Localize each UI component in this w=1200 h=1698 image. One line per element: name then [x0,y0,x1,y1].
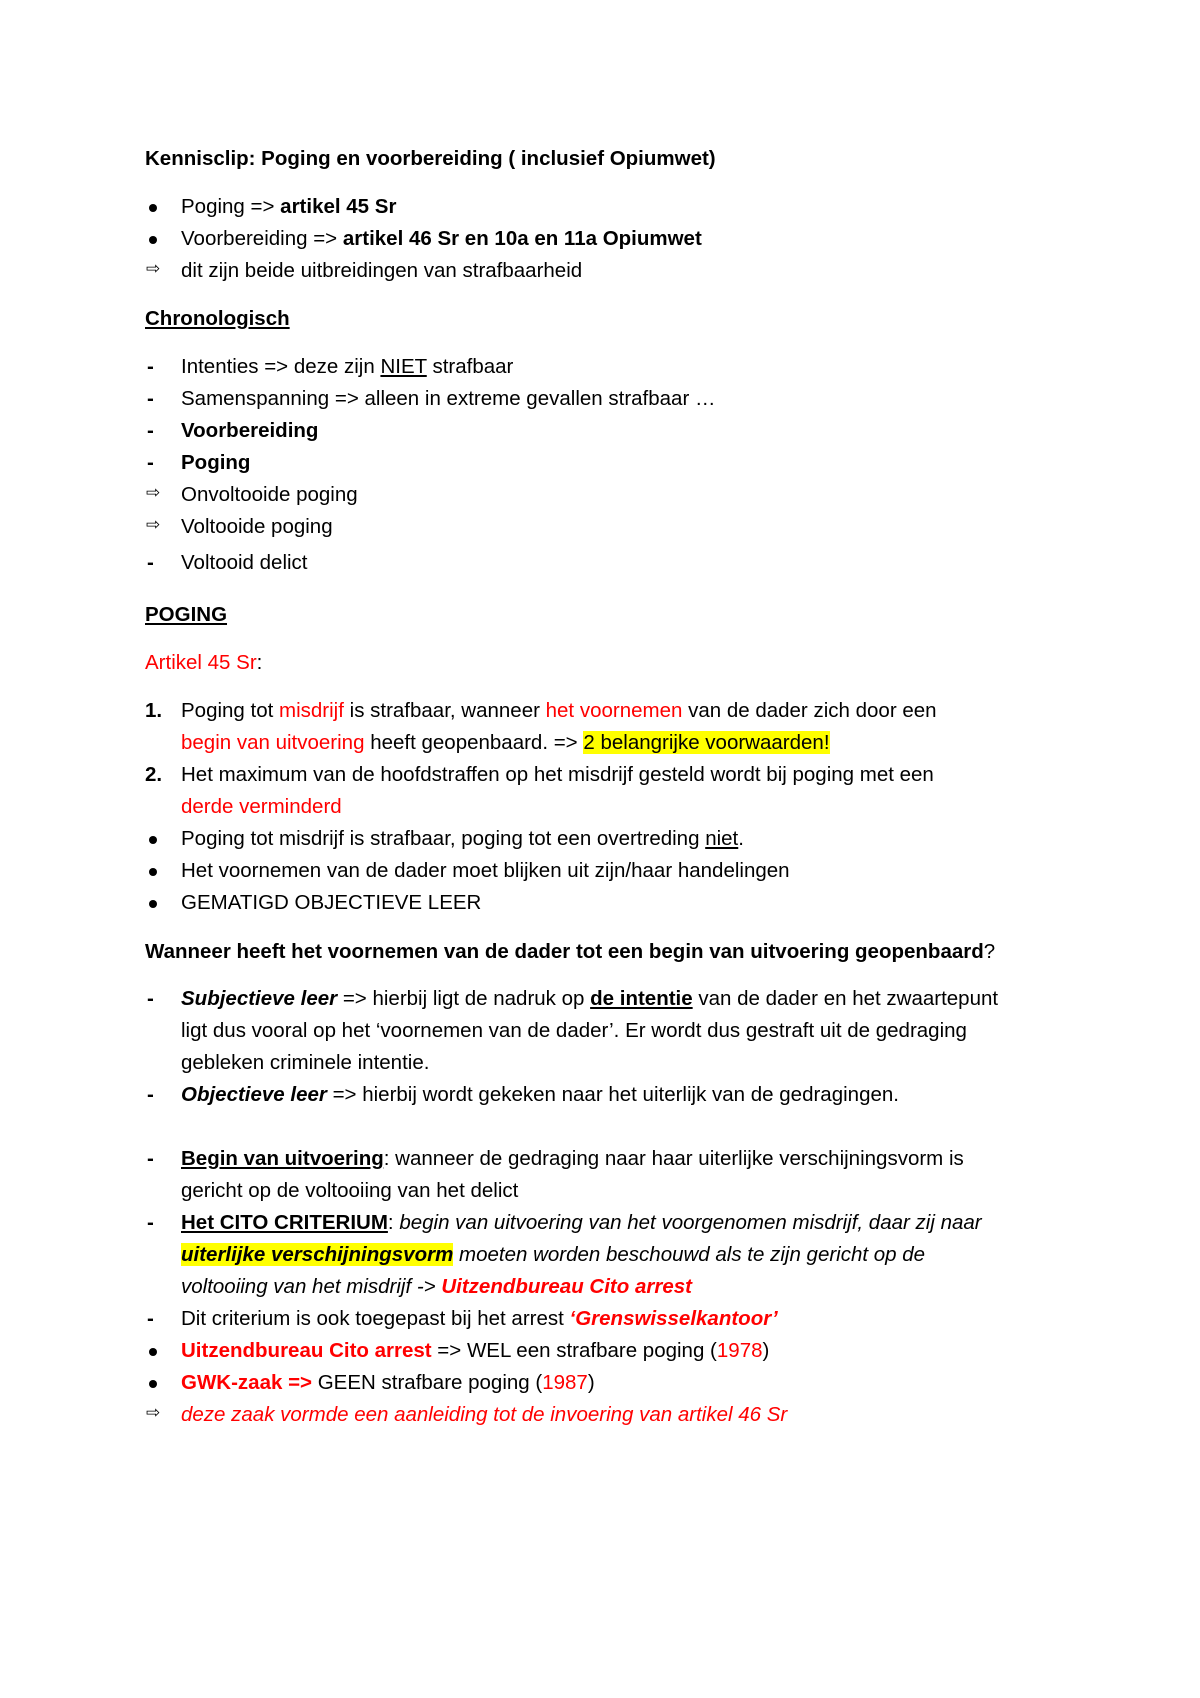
item-number: 2. [145,763,163,786]
bullet-icon [145,1371,177,1388]
text: Het voornemen van de dader moet blijken uit zijn/haar handelingen [181,859,790,882]
numbered-item [145,763,1105,791]
list-item-text: Samenspanning => alleen in extreme gevallen strafbaar … [181,387,716,410]
artikel-heading [145,651,262,675]
list-item [145,227,1105,255]
list-item [145,1147,1105,1175]
list-item [145,419,1105,447]
list-item-text: Voorbereiding => [181,227,343,250]
text: . [738,827,744,850]
bullet-icon [145,827,177,844]
text: heeft geopenbaard. => [364,731,584,754]
text: van de dader zich door een [682,699,937,722]
list-item [145,827,1105,855]
text: => WEL een strafbare poging ( [431,1339,717,1362]
document-title: Kennisclip: Poging en voorbereiding ( inclusief Opiumwet) [145,147,716,170]
question-mark: ? [983,940,996,963]
underlined-text: Begin van uitvoering [181,1147,384,1170]
list-item [145,891,1105,919]
list-item [145,1307,1105,1335]
numbered-item [145,699,1105,727]
text: Poging tot misdrijf is strafbaar, poging tot een overtreding [181,827,706,850]
list-item-continuation [145,1019,1105,1047]
red-text: Uitzendbureau Cito arrest [181,1339,432,1362]
text: Poging tot [181,699,280,722]
list-item-text: Intenties => deze zijn [181,355,381,378]
text: Dit criterium is ook toegepast bij het arrest [181,1307,570,1330]
year: 1978 [716,1339,763,1362]
list-item [145,1211,1105,1239]
list-item-text: Voltooid delict [181,551,308,574]
list-item [145,1339,1105,1367]
list-item [145,1083,1105,1111]
text: van de dader en het zwaartepunt [692,987,999,1010]
list-item [145,1403,1105,1431]
list-item-text: Onvoltooide poging [181,483,358,506]
highlighted-text: uiterlijke verschijningsvorm [181,1243,454,1266]
list-item-bold: Poging [181,451,251,474]
text: : [387,1211,400,1234]
list-item [145,355,1105,383]
bullet-icon [145,1339,177,1356]
list-item-continuation [145,1179,1105,1207]
section-heading-poging: POGING [145,603,228,626]
dash-marker [145,551,177,575]
list-item [145,1371,1105,1399]
list-item-continuation [145,1051,1105,1079]
red-text: Uitzendbureau Cito arrest [441,1275,692,1298]
list-item-bold: artikel 45 Sr [280,195,397,218]
list-item-bold: Voorbereiding [181,419,319,442]
italic-text: moeten worden beschouwd als te zijn gericht op de [453,1243,926,1266]
underlined-text: NIET [380,355,427,378]
text: => hierbij ligt de nadruk op [337,987,591,1010]
text: is strafbaar, wanneer [343,699,546,722]
dash-marker [145,1083,177,1107]
artikel-label: Artikel 45 Sr [145,651,257,674]
list-item [145,859,1105,887]
red-text: misdrijf [279,699,344,722]
list-item-text: strafbaar [426,355,514,378]
list-item [145,987,1105,1015]
dash-marker [145,419,177,443]
numbered-item-continuation [145,795,1105,823]
italic-text: voltooiing van het misdrijf -> [181,1275,442,1298]
text: GEMATIGD OBJECTIEVE LEER [181,891,482,914]
dash-marker [145,355,177,379]
underlined-text: Het CITO CRITERIUM [181,1211,388,1234]
list-item-text: dit zijn beide uitbreidingen van strafbaarheid [181,259,583,282]
term: Subjectieve leer [181,987,338,1010]
term: Objectieve leer [181,1083,327,1106]
list-item [145,483,1105,511]
arrow-right-icon [145,483,177,503]
underlined-text: niet [705,827,739,850]
text: : wanneer de gedraging naar haar uiterlijke verschijningsvorm is [383,1147,964,1170]
item-number: 1. [145,699,163,722]
highlighted-text: 2 belangrijke voorwaarden! [583,731,830,754]
bullet-icon [145,195,177,212]
dash-marker [145,387,177,411]
dash-marker [145,1147,177,1171]
list-item [145,451,1105,479]
bullet-icon [145,859,177,876]
text: Het maximum van de hoofdstraffen op het misdrijf gesteld wordt bij poging met een [181,763,934,786]
text: ligt dus vooral op het ‘voornemen van de dader’. Er wordt dus gestraft uit de gedraging [181,1019,967,1042]
bullet-icon [145,891,177,908]
list-item [145,387,1105,415]
red-italic-text: deze zaak vormde een aanleiding tot de invoering van artikel 46 Sr [181,1403,788,1426]
dash-marker [145,1307,177,1331]
text: ) [587,1371,595,1394]
list-item [145,195,1105,223]
red-text: GWK-zaak => [181,1371,313,1394]
text: ) [762,1339,770,1362]
section-heading-chronologisch: Chronologisch [145,307,290,330]
bullet-icon [145,227,177,244]
question-heading [145,940,995,964]
question-text: Wanneer heeft het voornemen van de dader tot een begin van uitvoering geopenbaard [145,940,984,963]
list-item-continuation [145,1275,1105,1303]
red-text: begin van uitvoering [181,731,365,754]
text: => hierbij wordt gekeken naar het uiterlijk van de gedragingen. [326,1083,899,1106]
list-item [145,515,1105,543]
arrow-right-icon [145,1403,177,1423]
text: gericht op de voltooiing van het delict [181,1179,519,1202]
list-item-bold: artikel 46 Sr en 10a en 11a Opiumwet [342,227,702,250]
list-item-text: Voltooide poging [181,515,333,538]
red-text: het voornemen [545,699,683,722]
list-item-continuation [145,1243,1105,1271]
text: GEEN strafbare poging ( [312,1371,543,1394]
text: gebleken criminele intentie. [181,1051,430,1074]
underlined-text: de intentie [590,987,693,1010]
numbered-item-continuation [145,731,1105,759]
arrow-right-icon [145,259,177,279]
list-item [145,259,1105,287]
italic-text: begin van uitvoering van het voorgenomen misdrijf, daar zij naar [399,1211,982,1234]
artikel-colon: : [256,651,263,674]
arrow-right-icon [145,515,177,535]
list-item [145,551,1105,579]
dash-marker [145,451,177,475]
dash-marker [145,1211,177,1235]
red-text: derde verminderd [181,795,342,818]
red-text: ‘Grenswisselkantoor’ [569,1307,778,1330]
year: 1987 [542,1371,588,1394]
list-item-text: Poging => [181,195,281,218]
dash-marker [145,987,177,1011]
